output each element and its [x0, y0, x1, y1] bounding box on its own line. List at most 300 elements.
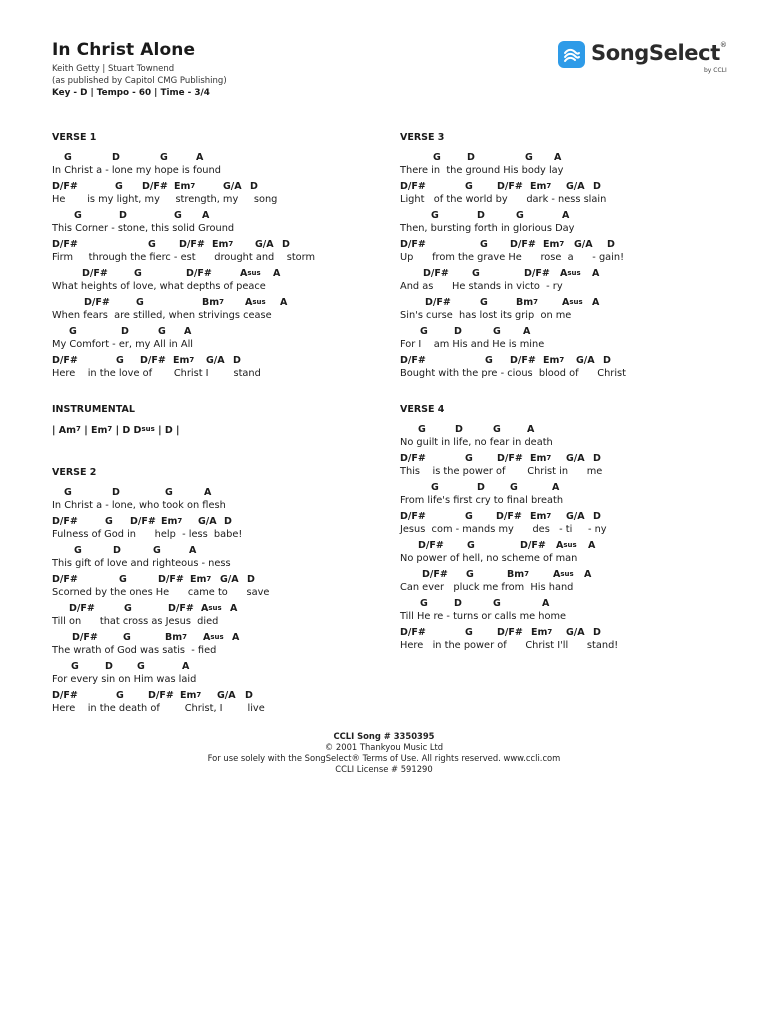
- chord-name: G: [465, 181, 473, 192]
- chord: [527, 423, 534, 437]
- chord-extension: 7: [76, 425, 81, 433]
- chord-name: D/F#: [72, 632, 98, 643]
- lyric-text: Then, bursting forth in glorious Day: [400, 223, 575, 234]
- chord: [593, 626, 601, 640]
- chord: [480, 238, 488, 252]
- chord-name: A: [562, 210, 570, 221]
- chord-name: G/A: [574, 239, 593, 250]
- lyric-line: [52, 573, 382, 602]
- chord-name: D: [112, 152, 120, 163]
- chord-name: A: [592, 297, 600, 308]
- chord: [592, 296, 599, 310]
- chord: [493, 423, 501, 437]
- lyric-text: Jesus com - mands my des - ti - ny: [400, 524, 607, 535]
- chord: [454, 325, 462, 339]
- chord: [507, 568, 529, 582]
- lyric-text: Fulness of God in help - less babe!: [52, 529, 243, 540]
- chord-name: D: [233, 355, 241, 366]
- chord: [566, 452, 585, 466]
- chord-name: G: [69, 326, 77, 337]
- chord: [82, 267, 108, 281]
- chord-name: G: [158, 326, 166, 337]
- chord: [576, 354, 595, 368]
- chord-name: D/F#: [497, 181, 523, 192]
- chord: [400, 180, 426, 194]
- chord-name: D: [593, 181, 601, 192]
- chord-name: G: [418, 424, 426, 435]
- lyric-line: [400, 151, 730, 180]
- lyric-text: Can ever pluck me from His hand: [400, 582, 574, 593]
- chord-name: D/F#: [148, 690, 174, 701]
- lyric-line: [400, 626, 730, 655]
- lyric-line: [52, 486, 382, 515]
- lyric-text: For every sin on Him was laid: [52, 674, 197, 685]
- chord: [542, 597, 549, 611]
- chord-name: G: [493, 326, 501, 337]
- chord-name: G: [116, 355, 124, 366]
- chord: [189, 544, 196, 558]
- chord: [592, 267, 599, 281]
- chord: [497, 180, 523, 194]
- chord: [454, 597, 462, 611]
- chord: [466, 568, 474, 582]
- lyric-line: [400, 238, 730, 267]
- chord-name: | Am: [52, 425, 77, 436]
- chord: [480, 296, 488, 310]
- chord: [566, 180, 585, 194]
- chord-name: D: [593, 453, 601, 464]
- chord-name: A: [553, 569, 561, 580]
- chord: [142, 180, 168, 194]
- chord: [116, 689, 124, 703]
- chord: [543, 354, 564, 368]
- lyric-text: Up from the grave He rose a - gain!: [400, 252, 625, 263]
- chord-name: D/F#: [158, 574, 184, 585]
- chord-name: D/F#: [168, 603, 194, 614]
- chord-extension: sus: [210, 633, 224, 641]
- chord: [420, 597, 428, 611]
- terms-of-use: For use solely with the SongSelect® Terms of Use. All rights reserved. www.ccli.com: [207, 753, 561, 763]
- chord: [136, 296, 144, 310]
- chord-name: G: [123, 632, 131, 643]
- chord: [530, 510, 551, 524]
- song-publisher: (as published by Capitol CMG Publishing): [52, 76, 227, 86]
- chord: [485, 354, 493, 368]
- chord-name: G/A: [217, 690, 236, 701]
- lyric-text: Light of the world by dark - ness slain: [400, 194, 607, 205]
- chord-name: A: [230, 603, 238, 614]
- lyric-line: [52, 515, 382, 544]
- chord: [510, 481, 518, 495]
- chord-name: A: [556, 540, 564, 551]
- chord-extension: sus: [252, 298, 266, 306]
- chord-extension: 7: [547, 628, 553, 636]
- lyric-line: [52, 238, 382, 267]
- chord: [206, 354, 225, 368]
- chord-name: G: [472, 268, 480, 279]
- chord-name: A: [527, 424, 535, 435]
- lyric-line: [400, 539, 730, 568]
- section-title: VERSE 4: [400, 404, 445, 415]
- chord: [523, 325, 530, 339]
- chord-name: A: [280, 297, 288, 308]
- chord-name: D/F#: [52, 690, 78, 701]
- instrumental-chords: [52, 423, 382, 439]
- lyric-line: [52, 209, 382, 238]
- lyric-text: Bought with the pre - cious blood of Christ: [400, 368, 626, 379]
- chord: [510, 238, 536, 252]
- lyric-text: This is the power of Christ in me: [400, 466, 603, 477]
- chord: [52, 180, 78, 194]
- songselect-logo-icon: [558, 41, 585, 68]
- chord: [603, 354, 611, 368]
- chord-extension: 7: [196, 691, 202, 699]
- chord-name: G: [124, 603, 132, 614]
- chord: [593, 180, 601, 194]
- chord: [280, 296, 287, 310]
- chord-name: G/A: [566, 627, 585, 638]
- songselect-logo-sub: by CCLI: [704, 67, 727, 74]
- chord-name: Em: [190, 574, 207, 585]
- chord: [530, 452, 551, 466]
- chord-name: G/A: [223, 181, 242, 192]
- chord: [74, 209, 82, 223]
- chord: [105, 515, 113, 529]
- chord-name: A: [201, 603, 209, 614]
- chord: [255, 238, 274, 252]
- lyric-text: In Christ a - lone my hope is found: [52, 165, 221, 176]
- lyric-text: Here in the love of Christ I stand: [52, 368, 261, 379]
- chord: [497, 452, 523, 466]
- chord-extension: 7: [189, 356, 195, 364]
- chord-name: G: [119, 574, 127, 585]
- chord: [510, 354, 536, 368]
- chord: [134, 267, 142, 281]
- chord-name: D: [607, 239, 615, 250]
- chord-name: G: [465, 453, 473, 464]
- section-title: VERSE 1: [52, 132, 97, 143]
- chord-name: Em: [161, 516, 178, 527]
- chord: [465, 452, 473, 466]
- chord: [69, 602, 95, 616]
- chord-name: D/F#: [400, 453, 426, 464]
- chord-name: D: [245, 690, 253, 701]
- section-title: VERSE 3: [400, 132, 445, 143]
- chord: [465, 626, 473, 640]
- chord-name: D: [593, 511, 601, 522]
- chord-name: G: [115, 181, 123, 192]
- chord: [223, 180, 242, 194]
- chord: [588, 539, 595, 553]
- song-authors: Keith Getty | Stuart Townend: [52, 64, 175, 74]
- chord: [160, 151, 168, 165]
- chord-name: G: [74, 210, 82, 221]
- chord: [165, 631, 187, 645]
- chord: [431, 209, 439, 223]
- lyric-line: [400, 180, 730, 209]
- lyric-text: Scorned by the ones He came to save: [52, 587, 270, 598]
- chord: [165, 486, 173, 500]
- chord: [232, 631, 239, 645]
- chord: [137, 660, 145, 674]
- lyric-text: Till on that cross as Jesus died: [52, 616, 219, 627]
- chord: [158, 325, 166, 339]
- chord-name: A: [182, 661, 190, 672]
- chord-name: A: [196, 152, 204, 163]
- chord: [201, 602, 222, 616]
- chord: [420, 325, 428, 339]
- chord: [566, 626, 585, 640]
- chord-name: G/A: [566, 453, 585, 464]
- chord-name: G: [510, 482, 518, 493]
- chord: [196, 151, 203, 165]
- chord-name: D/F#: [400, 355, 426, 366]
- chord: [182, 660, 189, 674]
- chord: [124, 602, 132, 616]
- chord-name: D/F#: [179, 239, 205, 250]
- lyric-text: The wrath of God was satis - fied: [52, 645, 217, 656]
- chord: [64, 151, 72, 165]
- lyric-line: [52, 267, 382, 296]
- chord-name: G: [160, 152, 168, 163]
- chord: [562, 209, 569, 223]
- chord-name: A: [245, 297, 253, 308]
- chord-name: D: [119, 210, 127, 221]
- lyric-text: Here in the power of Christ I'll stand!: [400, 640, 619, 651]
- chord: [113, 544, 121, 558]
- chord-name: Em: [530, 181, 547, 192]
- chord: [212, 238, 233, 252]
- chord-name: D: [477, 482, 485, 493]
- chord-extension: 7: [559, 356, 565, 364]
- chord-name: A: [273, 268, 281, 279]
- chord: [520, 539, 546, 553]
- chord: [584, 568, 591, 582]
- lyric-line: [52, 602, 382, 631]
- chord-name: A: [189, 545, 197, 556]
- chord-name: D/F#: [84, 297, 110, 308]
- chord: [148, 689, 174, 703]
- chord-name: D: [282, 239, 290, 250]
- lyric-line: [52, 660, 382, 689]
- chord: [497, 626, 523, 640]
- lyric-line: [400, 267, 730, 296]
- lyric-line: [400, 510, 730, 539]
- chord-name: D/F#: [524, 268, 550, 279]
- chord: [174, 180, 195, 194]
- chord-name: D/F#: [69, 603, 95, 614]
- chord-name: D/F#: [423, 268, 449, 279]
- chord-name: D/F#: [400, 627, 426, 638]
- chord: [123, 631, 131, 645]
- chord-extension: sus: [567, 269, 581, 277]
- chord-name: Em: [531, 627, 548, 638]
- lyric-line: [52, 180, 382, 209]
- chord-name: | D D: [112, 425, 142, 436]
- chord-extension: 7: [190, 182, 196, 190]
- chord-name: Bm: [516, 297, 534, 308]
- chord-name: D/F#: [418, 540, 444, 551]
- chord: [204, 486, 211, 500]
- chord: [425, 296, 451, 310]
- chord: [224, 515, 232, 529]
- chord-extension: 7: [177, 517, 183, 525]
- chord-name: G: [516, 210, 524, 221]
- chord-name: Bm: [202, 297, 220, 308]
- chord-name: A: [584, 569, 592, 580]
- chord: [112, 151, 120, 165]
- song-key-tempo-time: Key - D | Tempo - 60 | Time - 3/4: [52, 88, 210, 98]
- chord-name: Em: [180, 690, 197, 701]
- lyric-line: [400, 597, 730, 626]
- chord-name: Bm: [507, 569, 525, 580]
- copyright: © 2001 Thankyou Music Ltd: [324, 742, 444, 752]
- lyric-text: My Comfort - er, my All in All: [52, 339, 194, 350]
- lyric-line: [400, 296, 730, 325]
- chord-name: D/F#: [130, 516, 156, 527]
- ccli-song-number: CCLI Song # 3350395: [333, 731, 435, 741]
- chord-name: | D |: [154, 425, 180, 436]
- chord-name: Em: [212, 239, 229, 250]
- chord-name: D/F#: [52, 574, 78, 585]
- lyric-text: Till He re - turns or calls me home: [400, 611, 567, 622]
- chord: [119, 209, 127, 223]
- chord-name: G: [431, 482, 439, 493]
- chord-name: G: [116, 690, 124, 701]
- chord-name: G: [137, 661, 145, 672]
- section-verse-3: [400, 131, 730, 383]
- page-footer: [0, 731, 768, 775]
- chord-name: A: [562, 297, 570, 308]
- chord-name: G/A: [566, 181, 585, 192]
- chord-name: G: [71, 661, 79, 672]
- lyric-line: [52, 689, 382, 718]
- chord-name: D: [477, 210, 485, 221]
- instrumental-chord: [155, 425, 180, 436]
- chord: [560, 267, 581, 281]
- chord-name: Em: [174, 181, 191, 192]
- chord-extension: 7: [546, 454, 552, 462]
- chord-extension: 7: [107, 425, 113, 433]
- chord-name: G: [431, 210, 439, 221]
- chord: [140, 354, 166, 368]
- chord: [84, 296, 110, 310]
- chord-name: D/F#: [186, 268, 212, 279]
- chord: [52, 238, 78, 252]
- chord: [455, 423, 463, 437]
- chord: [202, 209, 209, 223]
- chord: [250, 180, 258, 194]
- chord-name: G: [525, 152, 533, 163]
- chord: [72, 631, 98, 645]
- chord-name: A: [204, 487, 212, 498]
- chord: [179, 238, 205, 252]
- chord: [180, 689, 201, 703]
- chord-name: D/F#: [140, 355, 166, 366]
- chord: [465, 510, 473, 524]
- chord: [556, 539, 577, 553]
- lyric-line: [52, 151, 382, 180]
- lyric-line: [52, 296, 382, 325]
- chord: [173, 354, 194, 368]
- chord: [530, 180, 551, 194]
- lyric-line: [400, 481, 730, 510]
- chord-name: D: [247, 574, 255, 585]
- chord: [477, 481, 485, 495]
- chord: [130, 515, 156, 529]
- chord: [115, 180, 123, 194]
- chord: [562, 296, 583, 310]
- chord-name: G: [465, 627, 473, 638]
- chord-name: G: [493, 424, 501, 435]
- chord-name: D: [250, 181, 258, 192]
- lyric-text: And as He stands in victo - ry: [400, 281, 563, 292]
- chord-extension: 7: [533, 298, 539, 306]
- chord: [493, 597, 501, 611]
- chord-name: A: [240, 268, 248, 279]
- lyric-text: What heights of love, what depths of peace: [52, 281, 266, 292]
- chord-extension: 7: [206, 575, 212, 583]
- chord: [233, 354, 241, 368]
- chord: [220, 573, 239, 587]
- chord-name: Em: [543, 239, 560, 250]
- chord-name: A: [560, 268, 568, 279]
- chord-name: | Em: [80, 425, 108, 436]
- chord-name: D: [454, 326, 462, 337]
- chord: [516, 209, 524, 223]
- lyric-line: [400, 354, 730, 383]
- chord: [467, 151, 475, 165]
- lyric-line: [400, 325, 730, 354]
- chord: [465, 180, 473, 194]
- chord-name: D: [113, 545, 121, 556]
- chord-name: D/F#: [422, 569, 448, 580]
- section-verse-4: [400, 403, 730, 655]
- chord-extension: 7: [546, 512, 552, 520]
- instrumental-chord: [81, 425, 112, 436]
- chord-extension: 7: [182, 633, 188, 641]
- chord: [112, 486, 120, 500]
- chord-name: D: [467, 152, 475, 163]
- chord: [245, 689, 253, 703]
- chord-name: G: [64, 152, 72, 163]
- chord: [184, 325, 191, 339]
- chord: [105, 660, 113, 674]
- chord: [400, 510, 426, 524]
- chord: [121, 325, 129, 339]
- chord: [418, 539, 444, 553]
- chord-name: D/F#: [400, 511, 426, 522]
- chord-name: D: [455, 424, 463, 435]
- lyric-text: There in the ground His body lay: [400, 165, 564, 176]
- lyric-text: In Christ a - lone, who took on flesh: [52, 500, 226, 511]
- chord-name: D: [112, 487, 120, 498]
- lyric-line: [52, 354, 382, 383]
- chord-name: D/F#: [497, 453, 523, 464]
- chord-name: D: [603, 355, 611, 366]
- chord: [202, 296, 224, 310]
- lyric-text: Sin's curse has lost its grip on me: [400, 310, 572, 321]
- chord: [74, 544, 82, 558]
- chord: [52, 354, 78, 368]
- chord: [116, 354, 124, 368]
- chord: [71, 660, 79, 674]
- chord: [400, 452, 426, 466]
- chord-name: G/A: [576, 355, 595, 366]
- chord-name: G: [485, 355, 493, 366]
- chord: [423, 267, 449, 281]
- chord-name: D/F#: [497, 627, 523, 638]
